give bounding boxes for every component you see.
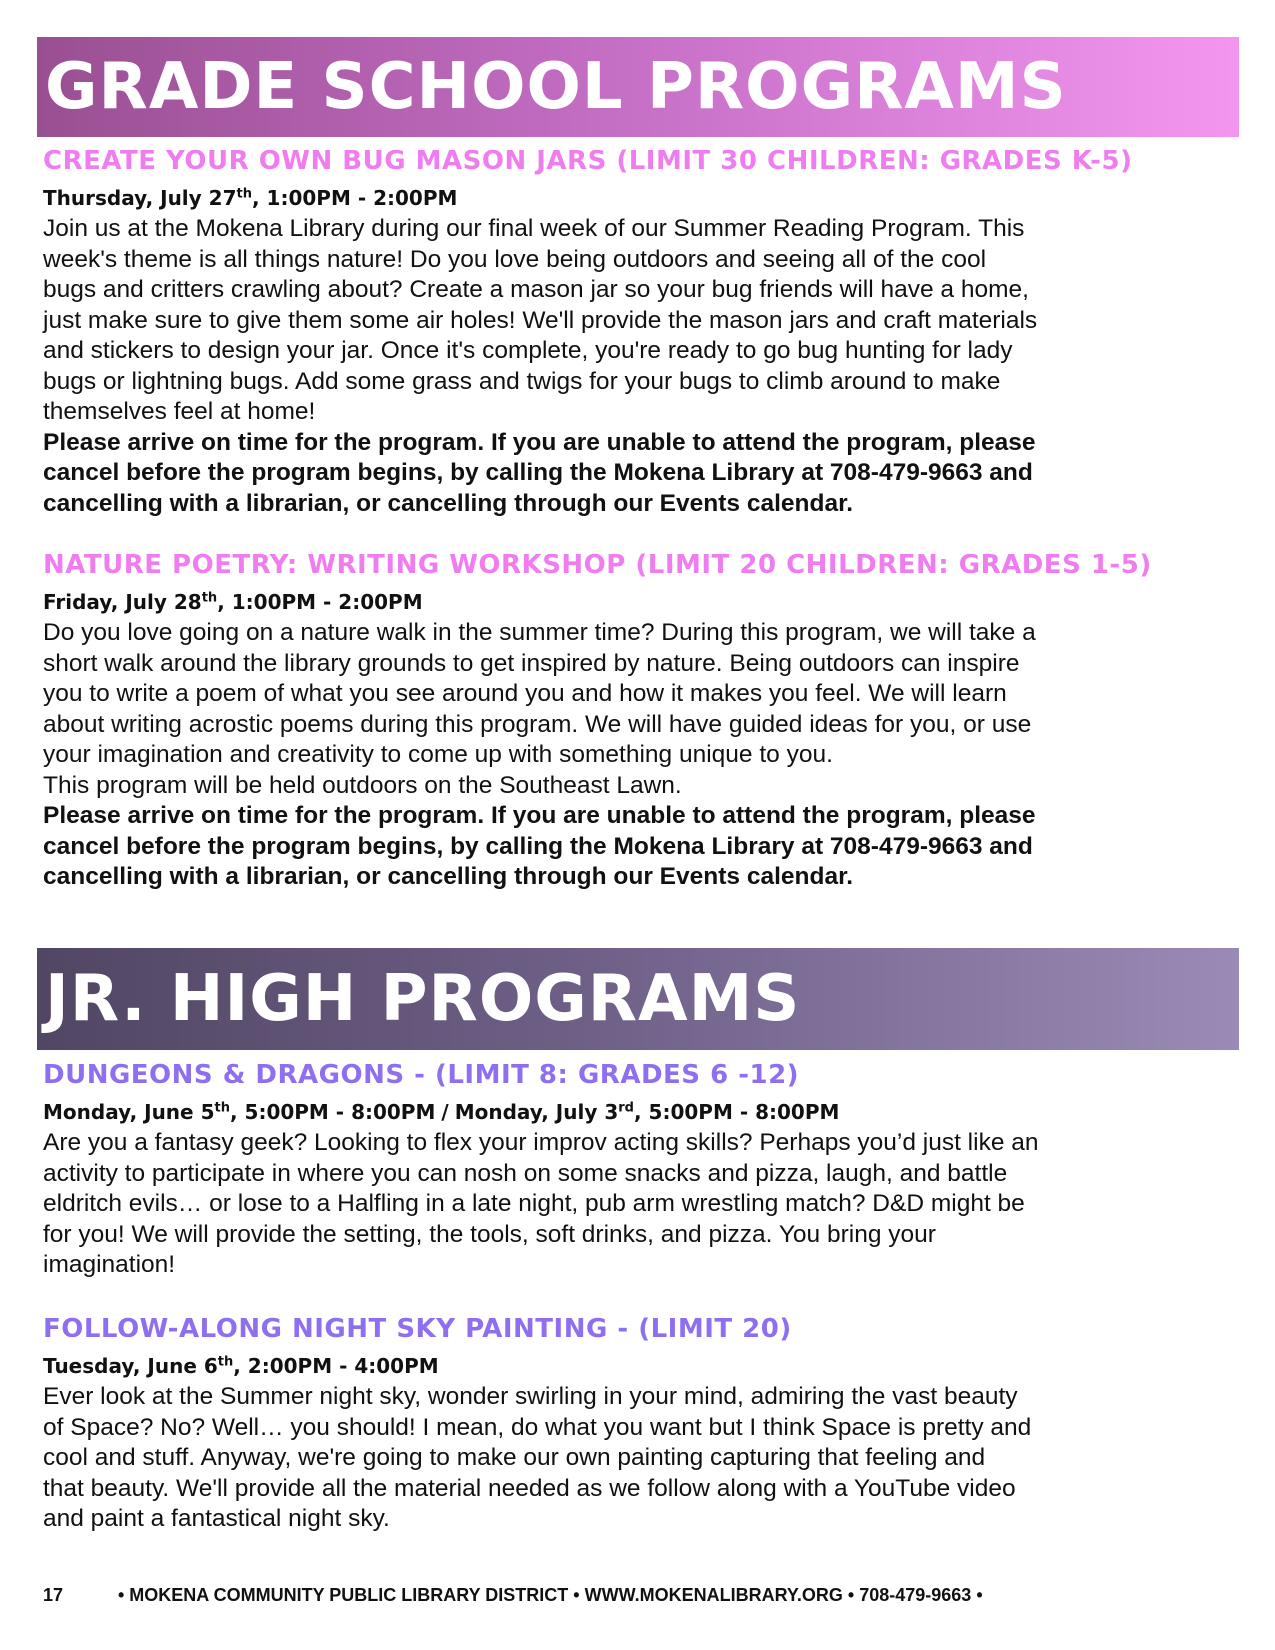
event-nature-poetry: [43, 548, 1243, 893]
event-night-sky-painting: [43, 1312, 1243, 1535]
page-footer: [43, 1583, 1243, 1607]
event-date: Friday, July 28th, 1:00PM - 2:00PM: [43, 590, 423, 614]
event-description: Join us at the Mokena Library during our final week of our Summer Reading Program. This week's theme is all things nature! Do you love being outdoors and seeing all of the cool bugs and critters crawling about? Create a mason jar so your bug friends will have a home, just make sure to give them some air holes! We'll provide the mason jars and craft materials and stickers to design your jar. Once it's complete, you're ready to go bug hunting for lady bugs or lightning bugs. Add some grass and twigs for your bugs to climb around to make themselves feel at home!: [43, 215, 1038, 425]
grade-school-heading: GRADE SCHOOL PROGRAMS: [45, 50, 1067, 124]
event-title: FOLLOW-ALONG NIGHT SKY PAINTING - (LIMIT 20): [43, 1314, 792, 1344]
page-number: 17: [43, 1585, 64, 1605]
jr-high-heading: JR. HIGH PROGRAMS: [45, 962, 801, 1036]
event-date: Thursday, July 27th, 1:00PM - 2:00PM: [43, 186, 458, 210]
event-dungeons-dragons: [43, 1058, 1243, 1281]
event-title: DUNGEONS & DRAGONS - (LIMIT 8: GRADES 6 -12): [43, 1060, 800, 1090]
event-description: Do you love going on a nature walk in the summer time? During this program, we will take a short walk around the library grounds to get inspired by nature. Being outdoors can inspire you to write a poem of what you see around you and how it makes you feel. We will learn about writing acrostic poems during this program. We will have guided ideas for you, or use your imagination and creativity to come up with something unique to you. This program will be held outdoors on the Southeast Lawn.: [43, 619, 1036, 799]
event-notice: Please arrive on time for the program. If you are unable to attend the program, please cancel before the program begins, by calling the Mokena Library at 708-479-9663 and cancelling with a librarian, or cancelling through our Events calendar.: [43, 802, 1036, 890]
grade-school-banner: [37, 37, 1239, 137]
event-title: CREATE YOUR OWN BUG MASON JARS (LIMIT 30 CHILDREN: GRADES K-5): [43, 146, 1133, 176]
event-title: NATURE POETRY: WRITING WORKSHOP (LIMIT 20 CHILDREN: GRADES 1-5): [43, 550, 1152, 580]
event-date: Tuesday, June 6th, 2:00PM - 4:00PM: [43, 1354, 439, 1378]
event-date: Monday, June 5th, 5:00PM - 8:00PM / Monday, July 3rd, 5:00PM - 8:00PM: [43, 1100, 840, 1124]
event-description: Ever look at the Summer night sky, wonder swirling in your mind, admiring the vast beauty of Space? No? Well… you should! I mean, do what you want but I think Space is pretty and cool and stuff. Anyway, we're going to make our own painting capturing that feeling and that beauty. We'll provide all the material needed as we follow along with a YouTube video and paint a fantastical night sky.: [43, 1383, 1032, 1532]
event-description: Are you a fantasy geek? Looking to flex your improv acting skills? Perhaps you’d just like an activity to participate in where you can nosh on some snacks and pizza, laugh, and battle eldritch evils… or lose to a Halfling in a late night, pub arm wrestling match? D&D might be for you! We will provide the setting, the tools, soft drinks, and pizza. You bring your imagination!: [43, 1129, 1039, 1278]
jr-high-banner: [37, 948, 1239, 1050]
event-notice: Please arrive on time for the program. If you are unable to attend the program, please cancel before the program begins, by calling the Mokena Library at 708-479-9663 and cancelling with a librarian, or cancelling through our Events calendar.: [43, 428, 1036, 517]
event-bug-mason-jars: [43, 144, 1243, 519]
footer-text: • MOKENA COMMUNITY PUBLIC LIBRARY DISTRICT • WWW.MOKENALIBRARY.ORG • 708-479-9663 •: [118, 1585, 983, 1605]
